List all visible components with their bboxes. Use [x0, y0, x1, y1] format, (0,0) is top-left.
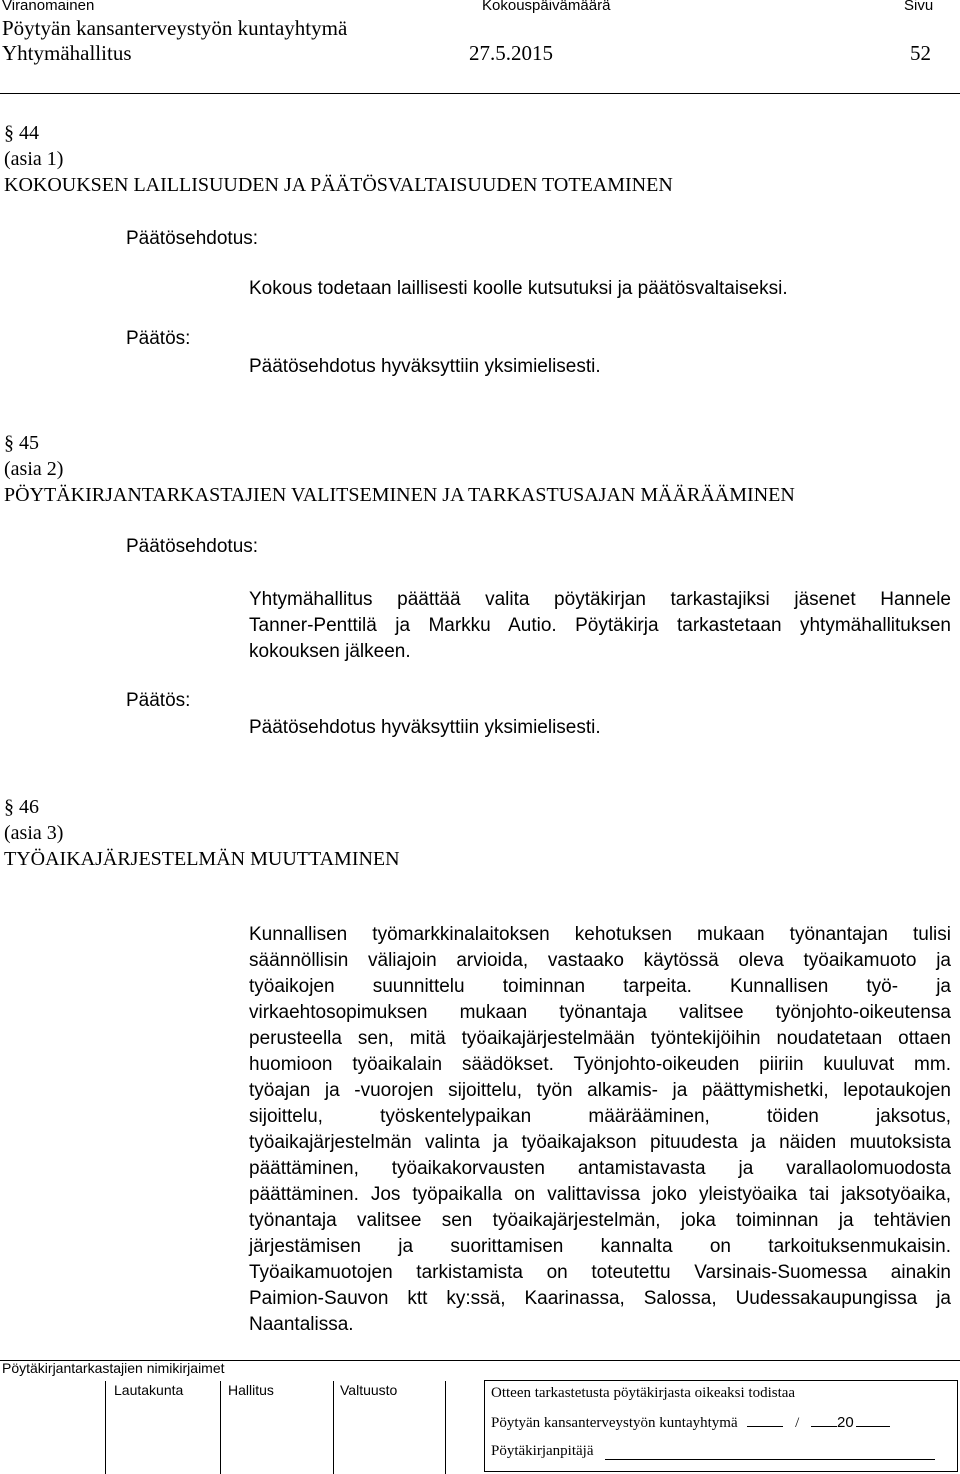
proposal-line: Tanner-Penttilä ja Markku Autio. Pöytäkirja tarkastetaan yhtymähallituksen [249, 615, 951, 636]
section-case-number: (asia 3) [4, 822, 64, 844]
body-line: työaikojen suunnittelu toiminnan tarpeita. Kunnallisen työ- ja [249, 976, 951, 997]
proposal-label: Päätösehdotus: [126, 536, 259, 557]
section-paragraph-number: § 44 [4, 122, 39, 144]
header-authority-label: Viranomainen [2, 0, 95, 14]
footer-col-hallitus: Hallitus [228, 1382, 274, 1398]
date-separator: / [795, 1415, 800, 1431]
body-line: huomioon työaikalain säädökset. Työnjohto-oikeuden piiriin kuuluvat mm. [249, 1054, 951, 1075]
section-case-number: (asia 1) [4, 148, 64, 170]
footer-column-divider [105, 1381, 106, 1474]
certificate-org-line [491, 1412, 890, 1432]
section-title: TYÖAIKAJÄRJESTELMÄN MUUTTAMINEN [4, 848, 400, 870]
section-paragraph-number: § 46 [4, 796, 39, 818]
year-blank [856, 1412, 890, 1427]
footer-col-valtuusto: Valtuusto [340, 1382, 398, 1398]
footer-signatures-label: Pöytäkirjantarkastajien nimikirjaimet [2, 1360, 225, 1376]
body-line: perusteella sen, mitä työaikajärjestelmään työntekijöihin noudatetaan ottaen [249, 1028, 951, 1049]
footer-col-lautakunta: Lautakunta [114, 1382, 184, 1398]
footer-column-divider [333, 1381, 334, 1474]
body-line: päättäminen, työaikakorvausten antamistavasta ja varallaolomuodosta [249, 1158, 951, 1179]
month-blank [811, 1412, 837, 1427]
decision-label: Päätös: [126, 328, 191, 349]
body-line: virkaehtosopimuksen mukaan työnantaja valitsee työnjohto-oikeutensa [249, 1002, 951, 1023]
section-title: KOKOUKSEN LAILLISUUDEN JA PÄÄTÖSVALTAISUUDEN TOTEAMINEN [4, 174, 673, 196]
footer-column-divider [445, 1381, 446, 1474]
decision-label: Päätös: [126, 690, 191, 711]
certificate-title: Otteen tarkastetusta pöytäkirjasta oikeaksi todistaa [491, 1385, 796, 1401]
body-line: päättäminen. Jos työpaikalla on valittavissa joko yleistyöaika tai jaksotyöaika, [249, 1184, 951, 1205]
footer-column-divider [220, 1381, 221, 1474]
header-body: Yhtymähallitus [2, 41, 132, 65]
day-blank [747, 1412, 783, 1427]
body-line: sijoittelu, työskentelypaikan määrääminen, töiden jaksotus, [249, 1106, 951, 1127]
keeper-signature-line [605, 1459, 935, 1460]
section-case-number: (asia 2) [4, 458, 64, 480]
keeper-label: Pöytäkirjanpitäjä [491, 1443, 594, 1459]
body-line: Naantalissa. [249, 1314, 354, 1335]
header-divider [0, 93, 960, 94]
decision-text: Päätösehdotus hyväksyttiin yksimielisesti. [249, 356, 601, 377]
body-line: Työaikamuotojen tarkistamista on toteutettu Varsinais-Suomessa ainakin [249, 1262, 951, 1283]
body-line: Paimion-Sauvon ktt ky:ssä, Kaarinassa, Salossa, Uudessakaupungissa ja [249, 1288, 951, 1309]
year-prefix: 20 [837, 1414, 854, 1431]
section-title: PÖYTÄKIRJANTARKASTAJIEN VALITSEMINEN JA TARKASTUSAJAN MÄÄRÄÄMINEN [4, 484, 795, 506]
decision-text: Päätösehdotus hyväksyttiin yksimielisesti. [249, 717, 601, 738]
header-organization: Pöytyän kansanterveystyön kuntayhtymä [2, 16, 348, 40]
certificate-box [484, 1380, 958, 1472]
header-meeting-date-label: Kokouspäivämäärä [482, 0, 611, 14]
body-line: Kunnallisen työmarkkinalaitoksen kehotuksen mukaan työnantajan tulisi [249, 924, 951, 945]
certificate-org: Pöytyän kansanterveystyön kuntayhtymä [491, 1415, 738, 1431]
proposal-text [249, 587, 951, 665]
body-line: työnantaja valitsee sen työaikajärjestelmän, joka toiminnan ja tehtävien [249, 1210, 951, 1231]
body-line: järjestämisen ja suorittamisen kannalta on tarkoituksenmukaisin. [249, 1236, 951, 1257]
header-page-label: Sivu [904, 0, 934, 14]
section-paragraph-number: § 45 [4, 432, 39, 454]
proposal-label: Päätösehdotus: [126, 228, 259, 249]
section-body-text [249, 922, 951, 1338]
proposal-line: Yhtymähallitus päättää valita pöytäkirjan tarkastajiksi jäsenet Hannele [249, 589, 951, 610]
body-line: säännöllisin väliajoin arvioida, vastaako käytössä oleva työaikamuoto ja [249, 950, 951, 971]
proposal-text: Kokous todetaan laillisesti koolle kutsutuksi ja päätösvaltaiseksi. [249, 278, 788, 299]
header-date: 27.5.2015 [469, 41, 553, 65]
header-page-number: 52 [910, 41, 931, 65]
body-line: työaikajärjestelmän valinta ja työaikajakson pituudesta ja näiden muutoksista [249, 1132, 951, 1153]
body-line: työajan ja -vuorojen sijoittelu, työn alkamis- ja päättymishetki, lepotaukojen [249, 1080, 951, 1101]
proposal-line: kokouksen jälkeen. [249, 641, 411, 662]
